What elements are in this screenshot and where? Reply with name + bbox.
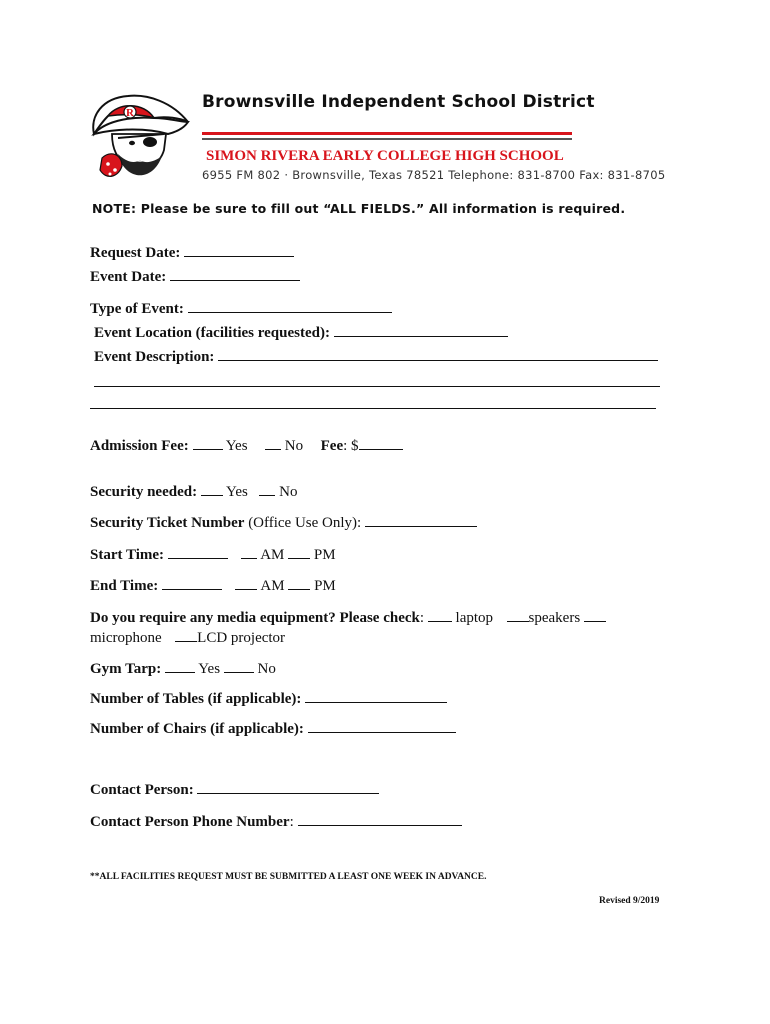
laptop-blank[interactable] xyxy=(428,607,452,622)
event-location-row xyxy=(94,322,508,342)
end-time-field[interactable] xyxy=(162,575,222,590)
contact-phone-field[interactable] xyxy=(298,811,462,826)
logo-letter: R xyxy=(126,107,134,119)
security-no-blank[interactable] xyxy=(259,481,275,496)
admission-fee-row xyxy=(90,435,403,455)
admission-fee-label: Admission Fee: xyxy=(90,438,189,454)
security-ticket-note: (Office Use Only): xyxy=(248,515,362,531)
advance-notice: **ALL FACILITIES REQUEST MUST BE SUBMITTED A LEAST ONE WEEK IN ADVANCE. xyxy=(90,872,487,882)
security-yes-blank[interactable] xyxy=(201,481,223,496)
media-question-row xyxy=(90,607,606,627)
security-needed-label: Security needed: xyxy=(90,484,198,500)
media-question-colon: : xyxy=(419,610,425,626)
start-time-field[interactable] xyxy=(168,544,228,559)
school-name: SIMON RIVERA EARLY COLLEGE HIGH SCHOOL xyxy=(206,148,564,164)
gym-no-blank[interactable] xyxy=(224,658,254,673)
revision-date: Revised 9/2019 xyxy=(599,896,660,906)
event-description-field[interactable] xyxy=(218,346,658,361)
admission-no-blank[interactable] xyxy=(265,435,281,450)
tables-label: Number of Tables (if applicable): xyxy=(90,691,302,707)
start-time-row xyxy=(90,544,336,564)
media-question-label: Do you require any media equipment? Please check xyxy=(90,610,420,626)
security-ticket-row xyxy=(90,512,477,532)
fee-amount-field[interactable] xyxy=(359,435,403,450)
chairs-row xyxy=(90,718,456,738)
start-am-label: AM xyxy=(260,547,285,563)
event-location-field[interactable] xyxy=(334,322,508,337)
end-am-label: AM xyxy=(260,578,285,594)
contact-phone-colon: : xyxy=(289,814,294,830)
contact-person-field[interactable] xyxy=(197,779,379,794)
tables-field[interactable] xyxy=(305,688,447,703)
event-date-label: Event Date: xyxy=(90,269,167,285)
request-date-field[interactable] xyxy=(184,242,294,257)
gym-no-label: No xyxy=(257,661,276,677)
school-address: 6955 FM 802 · Brownsville, Texas 78521 Telephone: 831-8700 Fax: 831-8705 xyxy=(202,168,666,182)
district-title: Brownsville Independent School District xyxy=(202,92,595,112)
contact-phone-row xyxy=(90,811,462,831)
request-date-label: Request Date: xyxy=(90,245,181,261)
chairs-field[interactable] xyxy=(308,718,456,733)
header-rule-red xyxy=(202,132,572,135)
admission-yes-blank[interactable] xyxy=(193,435,223,450)
instruction-note: NOTE: Please be sure to fill out “ALL FIELDS.” All information is required. xyxy=(92,201,626,216)
event-description-line-2[interactable] xyxy=(94,372,660,387)
lcd-projector-label: LCD projector xyxy=(197,630,286,646)
end-pm-blank[interactable] xyxy=(288,575,310,590)
speakers-label: speakers xyxy=(528,610,581,626)
request-date-row xyxy=(90,242,294,262)
laptop-label: laptop xyxy=(455,610,494,626)
type-of-event-field[interactable] xyxy=(188,298,392,313)
tables-row xyxy=(90,688,447,708)
start-time-label: Start Time: xyxy=(90,547,165,563)
header-rule-gray xyxy=(202,138,572,140)
fee-label: Fee xyxy=(320,438,344,454)
event-description-line-3[interactable] xyxy=(90,394,656,409)
security-yes-label: Yes xyxy=(226,484,248,500)
gym-tarp-label: Gym Tarp: xyxy=(90,661,162,677)
end-time-label: End Time: xyxy=(90,578,159,594)
event-description-label: Event Description: xyxy=(94,349,215,365)
event-description-row xyxy=(94,346,658,366)
end-time-row xyxy=(90,575,336,595)
contact-phone-label: Contact Person Phone Number xyxy=(90,814,290,830)
fee-symbol: : $ xyxy=(343,438,359,454)
contact-person-row xyxy=(90,779,379,799)
security-ticket-label: Security Ticket Number xyxy=(90,515,245,531)
contact-person-label: Contact Person: xyxy=(90,782,194,798)
microphone-label: microphone xyxy=(90,630,162,646)
speakers-blank[interactable] xyxy=(507,607,529,622)
pirate-mascot-icon xyxy=(88,88,193,188)
media-options-row-2 xyxy=(90,627,285,647)
start-pm-label: PM xyxy=(313,547,336,563)
admission-yes-label: Yes xyxy=(225,438,248,454)
start-pm-blank[interactable] xyxy=(288,544,310,559)
event-date-field[interactable] xyxy=(170,266,300,281)
type-of-event-row xyxy=(90,298,392,318)
admission-no-label: No xyxy=(284,438,304,454)
chairs-label: Number of Chairs (if applicable): xyxy=(90,721,304,737)
end-pm-label: PM xyxy=(314,578,336,594)
gym-yes-label: Yes xyxy=(198,661,221,677)
end-am-blank[interactable] xyxy=(235,575,257,590)
event-location-label: Event Location (facilities requested): xyxy=(94,325,330,341)
gym-tarp-row xyxy=(90,658,276,678)
security-needed-row xyxy=(90,481,297,501)
type-of-event-label: Type of Event: xyxy=(90,301,184,317)
security-no-label: No xyxy=(279,484,298,500)
security-ticket-field[interactable] xyxy=(365,512,477,527)
gym-yes-blank[interactable] xyxy=(165,658,195,673)
lcd-projector-blank[interactable] xyxy=(175,627,197,642)
microphone-blank[interactable] xyxy=(584,607,606,622)
event-date-row xyxy=(90,266,300,286)
start-am-blank[interactable] xyxy=(241,544,257,559)
